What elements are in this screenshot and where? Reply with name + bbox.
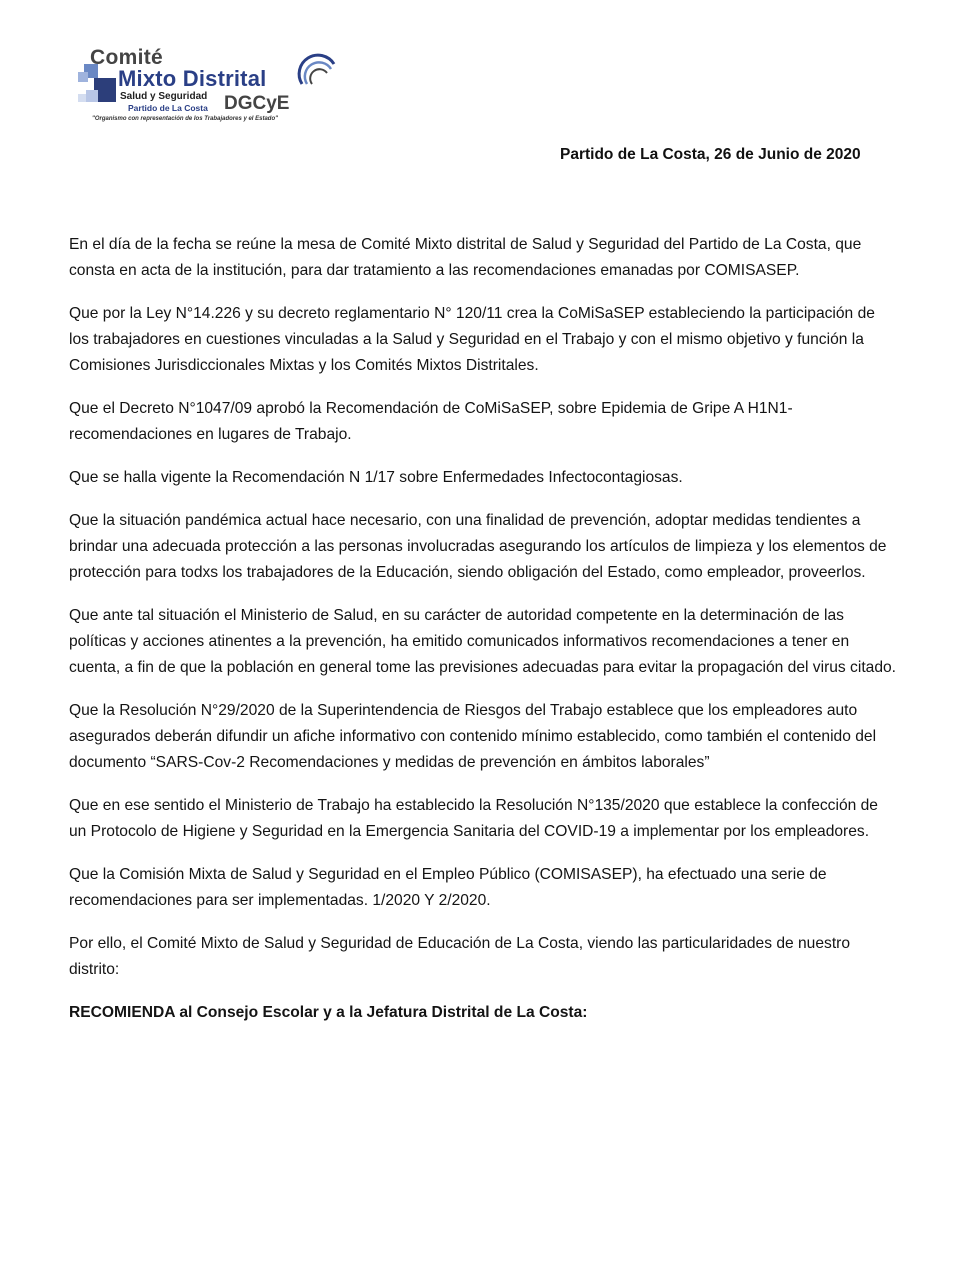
paragraph: Que ante tal situación el Ministerio de Salud, en su carácter de autoridad competente en la determinación de las políticas y acciones atinentes a la prevención, ha emitido comunicados informativos recomendaciones a tener en cuenta, a fin de que la población en general tome las previsiones adecuadas para evitar la propagación del virus citado. bbox=[69, 607, 897, 676]
paragraph: Que se halla vigente la Recomendación N 1/17 sobre Enfermedades Infectocontagiosas. bbox=[69, 469, 683, 486]
logo-line-partido: Partido de La Costa bbox=[128, 103, 208, 113]
recommendation-heading: RECOMIENDA al Consejo Escolar y a la Jefatura Distrital de La Costa: bbox=[69, 1004, 588, 1021]
logo-squares-graphic bbox=[78, 64, 118, 110]
logo-tagline: "Organismo con representación de los Trabajadores y el Estado" bbox=[92, 116, 278, 122]
paragraph: Que por la Ley N°14.226 y su decreto reglamentario N° 120/11 crea la CoMiSaSEP estableciendo la participación de los trabajadores en cuestiones vinculadas a la Salud y Seguridad en el Trabajo y con el mismo objetivo y función la Comisiones Jurisdiccionales Mixtas y los Comités Mixtos Distritales. bbox=[69, 305, 875, 374]
logo-line-mixto-distrital: Mixto Distrital bbox=[118, 66, 267, 91]
paragraph: Que el Decreto N°1047/09 aprobó la Recomendación de CoMiSaSEP, sobre Epidemia de Gripe A H1N1- recomendaciones en lugares de Trabajo. bbox=[69, 400, 793, 443]
logo-arc-icon bbox=[296, 50, 340, 94]
paragraph: Que la Resolución N°29/2020 de la Superintendencia de Riesgos del Trabajo establece que los empleadores auto asegurados deberán difundir un afiche informativo con contenido mínimo establecido, como también el contenido del documento “SARS-Cov-2 Recomendaciones y medidas de prevención en ámbitos laborales” bbox=[69, 702, 877, 771]
paragraph: Que la situación pandémica actual hace necesario, con una finalidad de prevención, adoptar medidas tendientes a brindar una adecuada protección a las personas involucradas asegurando los artículos de limpieza y los elementos de protección para todxs los trabajadores de la Educación, siendo obligación del Estado, como empleador, proveerlos. bbox=[69, 512, 887, 581]
paragraph: Por ello, el Comité Mixto de Salud y Seguridad de Educación de La Costa, viendo las particularidades de nuestro distrito: bbox=[69, 935, 851, 978]
logo-line-dgcye: DGCyE bbox=[224, 93, 290, 114]
logo-line-salud-seguridad: Salud y Seguridad bbox=[120, 91, 208, 102]
paragraph: Que la Comisión Mixta de Salud y Seguridad en el Empleo Público (COMISASEP), ha efectuado una serie de recomendaciones para ser implementadas. 1/2020 Y 2/2020. bbox=[69, 866, 827, 909]
comite-logo bbox=[78, 44, 348, 132]
paragraph: Que en ese sentido el Ministerio de Trabajo ha establecido la Resolución N°135/2020 que establece la confección de un Protocolo de Higiene y Seguridad en la Emergencia Sanitaria del COVID-19 a implementar por los empleadores. bbox=[69, 797, 878, 840]
logo-line-comite: Comité bbox=[90, 46, 163, 69]
document-date: Partido de La Costa, 26 de Junio de 2020 bbox=[560, 146, 861, 163]
paragraph: En el día de la fecha se reúne la mesa de Comité Mixto distrital de Salud y Seguridad del Partido de La Costa, que consta en acta de la institución, para dar tratamiento a las recomendaciones emanadas por COMISASEP. bbox=[69, 236, 862, 279]
document-body bbox=[69, 232, 899, 1043]
